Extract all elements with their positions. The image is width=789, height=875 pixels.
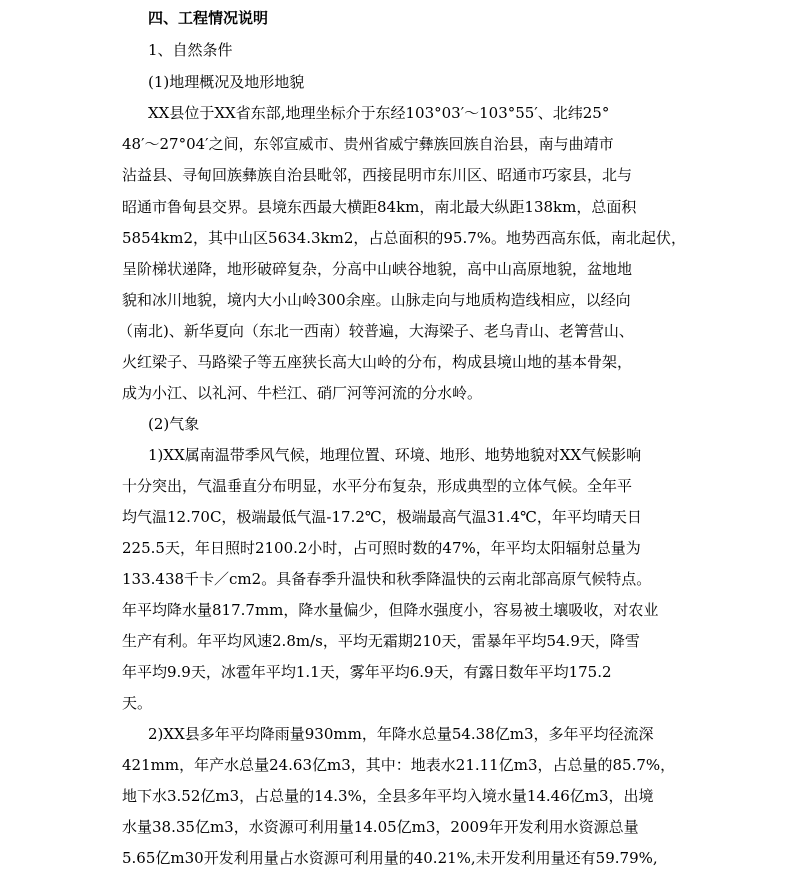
paragraph-line: 年平均降水量817.7mm，降水量偏少，但降水强度小，容易被土壤吸收，对农业 xyxy=(122,601,659,619)
paragraph-line: XX县位于XX省东部,地理坐标介于东经103°03′～103°55′、北纬25° xyxy=(148,104,610,122)
paragraph-line: 沾益县、寻甸回族彝族自治县毗邻，西接昆明市东川区、昭通市巧家县，北与 xyxy=(122,166,633,184)
paragraph-line: 1)XX属南温带季风气候，地理位置、环境、地形、地势地貌对XX气候影响 xyxy=(148,446,642,464)
paragraph-line: 生产有利。年平均风速2.8m/s，平均无霜期210天，雷暴年平均54.9天，降雪 xyxy=(122,632,640,650)
paragraph-line: （南北)、新华夏向（东北一西南）较普遍，大海梁子、老乌青山、老箐营山、 xyxy=(118,322,634,340)
paragraph-line: 地下水3.52亿m3，占总量的14.3%，全县多年平均入境水量14.46亿m3，出境 xyxy=(122,787,654,805)
paragraph-line: 均气温12.70C，极端最低气温-17.2℃，极端最高气温31.4℃，年平均晴天日 xyxy=(122,508,642,526)
paragraph-line: 5854km2，其中山区5634.3km2，占总面积的95.7%。地势西高东低，南北起伏， xyxy=(122,229,687,247)
sub-subsection-heading: (2)气象 xyxy=(148,415,200,433)
paragraph-line: 133.438千卡／cm2。具备春季升温快和秋季降温快的云南北部高原气候特点。 xyxy=(122,570,652,588)
section-heading: 四、工程情况说明 xyxy=(148,9,269,27)
paragraph-line: 呈阶梯状递降，地形破碎复杂，分高中山峡谷地貌，高中山高原地貌，盆地地 xyxy=(122,260,633,278)
paragraph-line: 火红梁子、马路梁子等五座狭长高大山岭的分布，构成县境山地的基本骨架， xyxy=(122,353,633,371)
paragraph-line: 貌和冰川地貌，境内大小山岭300余座。山脉走向与地质构造线相应，以经向 xyxy=(122,291,631,309)
paragraph-line: 十分突出，气温垂直分布明显，水平分布复杂，形成典型的立体气候。全年平 xyxy=(122,477,633,495)
paragraph-line: 2)XX县多年平均降雨量930mm，年降水总量54.38亿m3，多年平均径流深 xyxy=(148,725,654,743)
paragraph-line: 48′～27°04′之间，东邻宣威市、贵州省威宁彝族回族自治县，南与曲靖市 xyxy=(122,135,614,153)
paragraph-line: 421mm，年产水总量24.63亿m3，其中：地表水21.11亿m3，占总量的85.7%， xyxy=(122,756,676,774)
paragraph-line: 天。 xyxy=(122,694,153,712)
paragraph-line: 225.5天，年日照时2100.2小时，占可照时数的47%，年平均太阳辐射总量为 xyxy=(122,539,641,557)
subsection-heading: 1、自然条件 xyxy=(148,41,233,59)
paragraph-line: 5.65亿m30开发利用量占水资源可利用量的40.21%,未开发利用量还有59.79%, xyxy=(122,849,658,867)
sub-subsection-heading: (1)地理概况及地形地貌 xyxy=(148,73,305,91)
paragraph-line: 昭通市鲁甸县交界。县境东西最大横距84km，南北最大纵距138km，总面积 xyxy=(122,198,637,216)
paragraph-line: 年平均9.9天，冰雹年平均1.1天，雾年平均6.9天，有露日数年平均175.2 xyxy=(122,663,612,681)
paragraph-line: 水量38.35亿m3，水资源可利用量14.05亿m3，2009年开发利用水资源总量 xyxy=(122,818,639,836)
paragraph-line: 成为小江、以礼河、牛栏江、硝厂河等河流的分水岭。 xyxy=(122,384,483,402)
